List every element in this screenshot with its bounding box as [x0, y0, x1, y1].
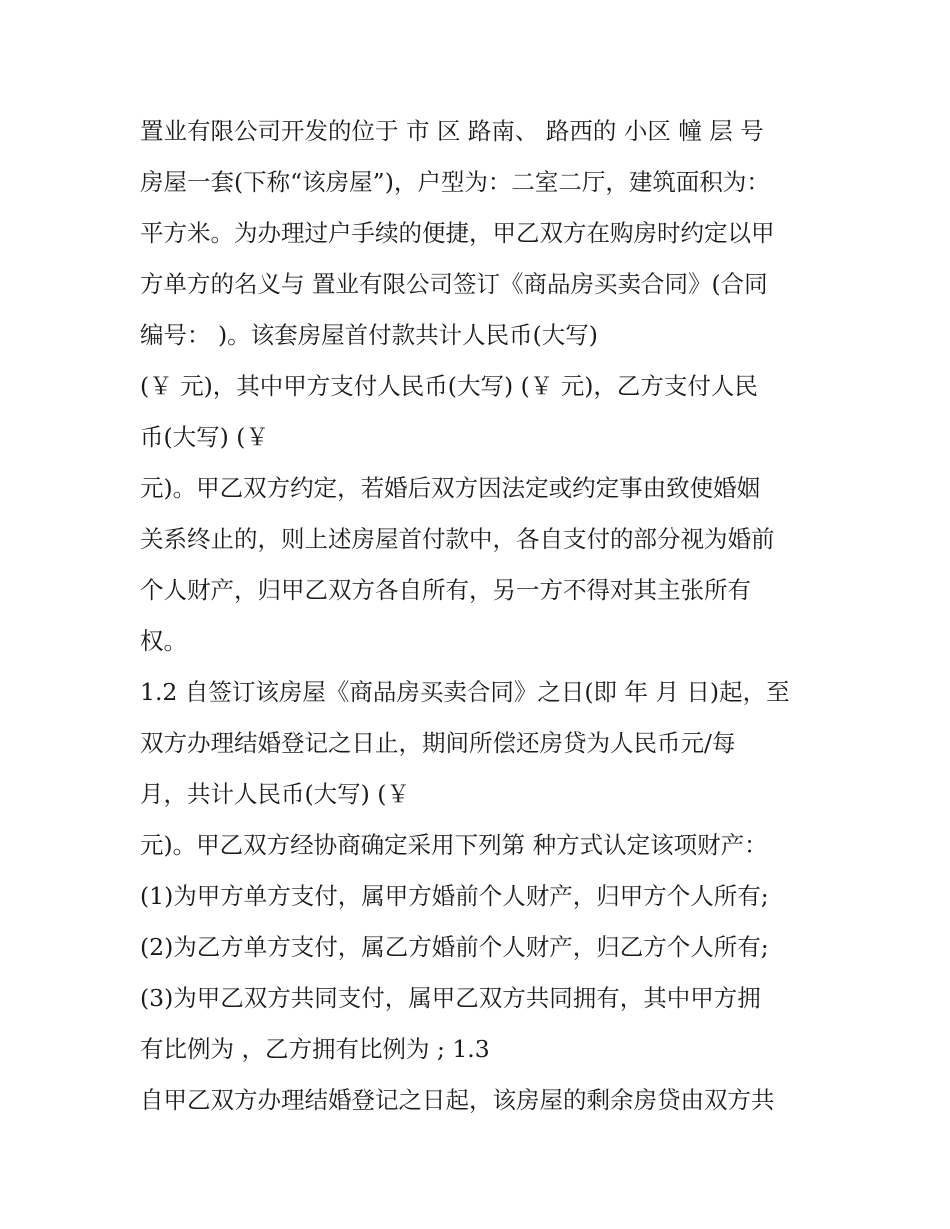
text-line: 自甲乙双方办理结婚登记之日起，该房屋的剩余房贷由双方共: [140, 1086, 775, 1114]
text-line: 方单方的名义与 置业有限公司签订《商品房买卖合同》(合同: [140, 270, 768, 298]
text-line: 有比例为 ，乙方拥有比例为 ; 1.3: [140, 1035, 490, 1063]
text-line: 置业有限公司开发的位于 市 区 路南、 路西的 小区 幢 层 号: [140, 117, 764, 145]
option-line-3: (3)为甲乙双方共同支付，属甲乙双方共同拥有，其中甲方拥: [140, 984, 761, 1012]
text-line: 权。: [140, 627, 187, 655]
text-line: (￥ 元)，其中甲方支付人民币(大写) (￥ 元)，乙方支付人民: [140, 372, 758, 400]
text-line: 关系终止的，则上述房屋首付款中，各自支付的部分视为婚前: [140, 525, 775, 553]
text-line: 元)。甲乙双方约定，若婚后双方因法定或约定事由致使婚姻: [140, 474, 761, 502]
text-line: 平方米。为办理过户手续的便捷，甲乙双方在购房时约定以甲: [140, 219, 775, 247]
document-body: [140, 106, 830, 1126]
text-line: 个人财产，归甲乙双方各自所有，另一方不得对其主张所有: [140, 576, 751, 604]
text-line: 编号： )。该套房屋首付款共计人民币(大写): [140, 321, 598, 349]
text-line: 双方办理结婚登记之日止，期间所偿还房贷为人民币元/每: [140, 729, 736, 757]
clause-heading-line: 1.2 自签订该房屋《商品房买卖合同》之日(即 年 月 日)起，至: [140, 678, 790, 706]
text-line: 房屋一套(下称“该房屋”)，户型为：二室二厅，建筑面积为：: [140, 168, 770, 196]
text-line: 月，共计人民币(大写) (￥: [140, 780, 410, 808]
text-line: 元)。甲乙双方经协商确定采用下列第 种方式认定该项财产：: [140, 831, 768, 859]
option-line-1: (1)为甲方单方支付，属甲方婚前个人财产，归甲方个人所有;: [140, 882, 769, 910]
option-line-2: (2)为乙方单方支付，属乙方婚前个人财产，归乙方个人所有;: [140, 933, 769, 961]
text-line: 币(大写) (￥: [140, 423, 269, 451]
